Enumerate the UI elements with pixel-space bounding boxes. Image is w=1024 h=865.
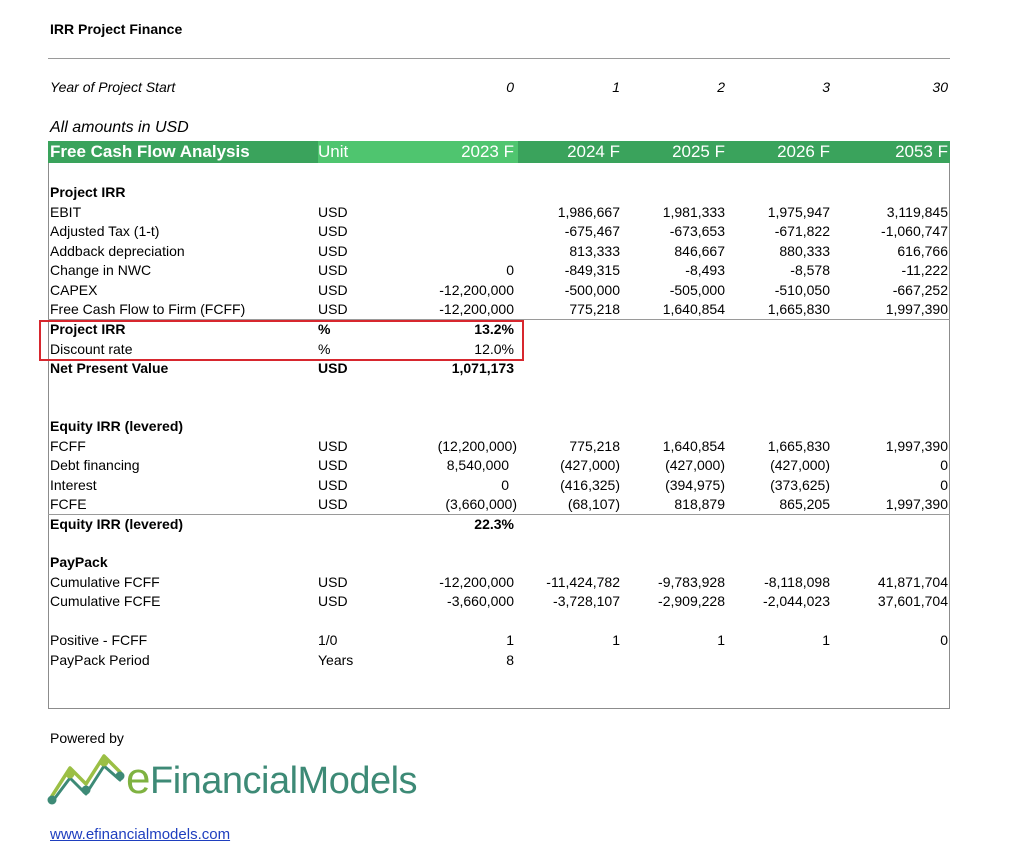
cell: 1,640,854 xyxy=(662,301,725,317)
cell: (427,000) xyxy=(770,457,830,473)
cell: 22.3% xyxy=(474,516,514,532)
header-year: 2023 F xyxy=(461,142,514,161)
section-title-paypack xyxy=(48,553,950,573)
header-year: 2025 F xyxy=(672,142,725,161)
cell: (373,625) xyxy=(770,477,830,493)
cell: (12,200,000) xyxy=(437,438,517,454)
table-row-interest xyxy=(48,476,950,496)
cell: -510,050 xyxy=(774,282,830,298)
row-label: Cumulative FCFE xyxy=(50,593,161,609)
cell: -673,653 xyxy=(669,223,725,239)
cell: 1,997,390 xyxy=(885,438,948,454)
row-label: Addback depreciation xyxy=(50,243,185,259)
cell: -11,222 xyxy=(901,262,948,278)
cell: 1,665,830 xyxy=(767,438,830,454)
cell: 846,667 xyxy=(674,243,725,259)
cell: -2,044,023 xyxy=(763,593,830,609)
cell: 1 xyxy=(506,632,514,648)
highlight-box xyxy=(39,320,524,361)
table-row-debt xyxy=(48,456,950,476)
row-unit: 1/0 xyxy=(318,632,338,648)
row-label: Positive - FCFF xyxy=(50,632,148,648)
cell: -3,728,107 xyxy=(553,593,620,609)
cell: -11,424,782 xyxy=(546,574,620,590)
cell: 1,997,390 xyxy=(885,301,948,317)
cell: 1 xyxy=(717,632,725,648)
cell: -9,783,928 xyxy=(658,574,725,590)
table-row-capex xyxy=(48,281,950,301)
cell: 1,975,947 xyxy=(767,204,830,220)
year-value: 2 xyxy=(717,79,725,95)
website-link[interactable]: www.efinancialmodels.com xyxy=(50,826,231,843)
row-label: PayPack Period xyxy=(50,652,150,668)
cell: 1,071,173 xyxy=(451,360,514,376)
row-label: Cumulative FCFF xyxy=(50,574,160,590)
row-label: Interest xyxy=(50,477,97,493)
cell: -8,118,098 xyxy=(764,574,830,590)
cell: -12,200,000 xyxy=(439,282,514,298)
title-divider xyxy=(48,58,950,59)
row-label: Adjusted Tax (1-t) xyxy=(50,223,160,239)
row-label: Project IRR xyxy=(50,321,126,337)
row-unit: USD xyxy=(318,262,348,278)
row-unit: USD xyxy=(318,282,348,298)
row-unit: USD xyxy=(318,593,348,609)
cell: 775,218 xyxy=(569,301,620,317)
table-row-fcff xyxy=(48,300,950,320)
cell: -3,660,000 xyxy=(447,593,514,609)
row-label: FCFF xyxy=(50,438,86,454)
cell: 0 xyxy=(506,262,514,278)
amounts-note: All amounts in USD xyxy=(50,119,189,136)
row-label: Debt financing xyxy=(50,457,140,473)
cell: -8,578 xyxy=(790,262,830,278)
row-label: Change in NWC xyxy=(50,262,152,278)
row-unit: USD xyxy=(318,574,348,590)
row-label: Net Present Value xyxy=(50,360,169,376)
cell: 865,205 xyxy=(779,496,830,512)
table-row-cum-fcfe xyxy=(48,592,950,612)
cell: 0 xyxy=(940,632,948,648)
powered-by-label: Powered by xyxy=(50,730,124,746)
table-row-nwc xyxy=(48,261,950,281)
cell: -671,822 xyxy=(774,223,830,239)
cell: -849,315 xyxy=(564,262,620,278)
cell: -8,493 xyxy=(685,262,725,278)
row-unit: USD xyxy=(318,477,348,493)
cell: 813,333 xyxy=(569,243,620,259)
cell: 8 xyxy=(506,652,514,668)
table-header xyxy=(48,141,950,163)
table-row-equity-irr xyxy=(48,515,950,535)
year-value: 30 xyxy=(932,79,948,95)
cell: (427,000) xyxy=(665,457,725,473)
section-title: Project IRR xyxy=(50,184,126,200)
table-row-equity-fcff xyxy=(48,437,950,457)
cell: 0 xyxy=(940,477,948,493)
cell: 880,333 xyxy=(779,243,830,259)
cell: 1,986,667 xyxy=(557,204,620,220)
year-row xyxy=(48,78,950,98)
cell: 616,766 xyxy=(897,243,948,259)
table-row-paypack-period xyxy=(48,651,950,671)
header-year: 2024 F xyxy=(567,142,620,161)
row-unit: Years xyxy=(318,652,354,668)
cell: -1,060,747 xyxy=(881,223,948,239)
row-unit: % xyxy=(318,321,331,337)
row-label: Equity IRR (levered) xyxy=(50,516,184,532)
cell: 3,119,845 xyxy=(886,204,948,220)
row-label: EBIT xyxy=(50,204,82,220)
row-unit: USD xyxy=(318,243,348,259)
cell: (416,325) xyxy=(560,477,620,493)
cell: 1,981,333 xyxy=(662,204,725,220)
cell: -675,467 xyxy=(564,223,620,239)
row-unit: USD xyxy=(318,496,348,512)
section-title: PayPack xyxy=(50,554,108,570)
row-unit: USD xyxy=(318,438,348,454)
table-row-npv xyxy=(48,359,950,379)
cell: -500,000 xyxy=(564,282,620,298)
page-title: IRR Project Finance xyxy=(50,21,183,37)
cell: 0 xyxy=(940,457,948,473)
section-title-equity-irr xyxy=(48,417,950,437)
table-row-fcfe xyxy=(48,495,950,515)
row-unit: USD xyxy=(318,223,348,239)
section-title: Equity IRR (levered) xyxy=(50,418,184,434)
logo-rest: FinancialModels xyxy=(149,760,418,802)
year-row-label: Year of Project Start xyxy=(50,79,176,95)
row-unit: USD xyxy=(318,457,348,473)
header-unit: Unit xyxy=(318,142,349,161)
cell: (68,107) xyxy=(567,496,620,512)
cell: 37,601,704 xyxy=(877,593,948,609)
cell: -2,909,228 xyxy=(658,593,725,609)
cell: -505,000 xyxy=(669,282,725,298)
cell: 775,218 xyxy=(569,438,620,454)
cell: 1,640,854 xyxy=(662,438,725,454)
header-year: 2026 F xyxy=(777,142,830,161)
table-row-cum-fcff xyxy=(48,573,950,593)
cell: 1,997,390 xyxy=(885,496,948,512)
cell: 12.0% xyxy=(474,341,514,357)
cell: (427,000) xyxy=(560,457,620,473)
row-label: CAPEX xyxy=(50,282,98,298)
table-row-depreciation xyxy=(48,242,950,262)
cell: 41,871,704 xyxy=(877,574,948,590)
cell: 1 xyxy=(612,632,620,648)
table-row-tax xyxy=(48,222,950,242)
row-unit: USD xyxy=(318,204,348,220)
cell: -12,200,000 xyxy=(439,574,514,590)
year-value: 3 xyxy=(822,79,830,95)
row-unit: % xyxy=(318,341,331,357)
row-label: FCFE xyxy=(50,496,87,512)
table-row-positive-fcff xyxy=(48,631,950,651)
row-label: Discount rate xyxy=(50,341,133,357)
cell: 1 xyxy=(822,632,830,648)
cell: (3,660,000) xyxy=(445,496,517,512)
cell: 13.2% xyxy=(474,321,514,337)
cell: 818,879 xyxy=(674,496,725,512)
cell: -12,200,000 xyxy=(439,301,514,317)
logo-e: e xyxy=(126,754,150,803)
year-value: 1 xyxy=(612,79,620,95)
row-unit: USD xyxy=(318,301,348,317)
cell: -667,252 xyxy=(892,282,948,298)
header-year: 2053 F xyxy=(895,142,948,161)
cell: (394,975) xyxy=(665,477,725,493)
header-label: Free Cash Flow Analysis xyxy=(50,142,250,161)
row-unit: USD xyxy=(318,360,348,376)
logo-wordmark xyxy=(126,754,417,804)
year-value: 0 xyxy=(506,79,514,95)
row-label: Free Cash Flow to Firm (FCFF) xyxy=(50,301,246,317)
cell: 8,540,000 xyxy=(446,457,509,473)
cell: 1,665,830 xyxy=(767,301,830,317)
section-title-project-irr xyxy=(48,183,950,203)
cell: 0 xyxy=(501,477,509,493)
table-row-ebit xyxy=(48,203,950,223)
